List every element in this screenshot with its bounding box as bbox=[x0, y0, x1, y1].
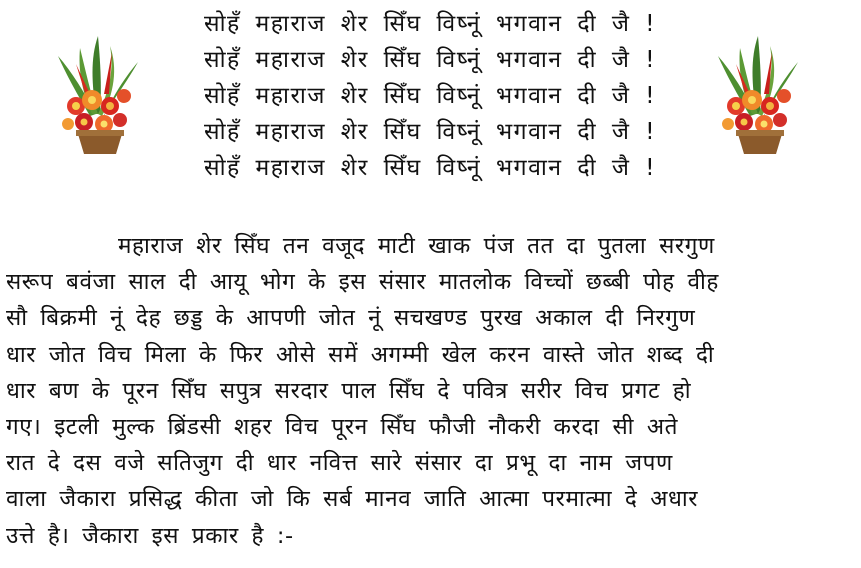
chant-line: सोहँ महाराज शेर सिँघ विष्नूं भगवान दी जै ! bbox=[204, 83, 656, 109]
paragraph-line: सौ बिक्रमी नूं देह छड्ड के आपणी जोत नूं सचखण्ड पुरख अकाल दी निरगुण bbox=[6, 305, 696, 332]
paragraph-line: रात दे दस वजे सतिजुग दी धार नवित्त सारे संसार दा प्रभू दा नाम जपण bbox=[6, 450, 673, 477]
flower-bouquet-icon bbox=[712, 34, 802, 159]
chant-line: सोहँ महाराज शेर सिँघ विष्नूं भगवान दी जै ! bbox=[204, 47, 656, 73]
chant-line: सोहँ महाराज शेर सिँघ विष्नूं भगवान दी जै ! bbox=[204, 155, 656, 181]
chant-block bbox=[150, 6, 710, 186]
paragraph-line: उत्ते है। जैकारा इस प्रकार है :- bbox=[6, 522, 294, 549]
paragraph-line: महाराज शेर सिँघ तन वजूद माटी खाक पंज तत दा पुतला सरगुण bbox=[118, 233, 715, 259]
body-paragraph bbox=[6, 228, 856, 554]
paragraph-line: गए। इटली मुल्क ब्रिंडसी शहर विच पूरन सिँघ फौजी नौकरी करदा सी अते bbox=[6, 413, 679, 440]
flower-bouquet-icon bbox=[52, 34, 142, 159]
paragraph-line: धार बण के पूरन सिँघ सपुत्र सरदार पाल सिँघ दे पवित्र सरीर विच प्रगट हो bbox=[6, 377, 692, 404]
paragraph-line: वाला जैकारा प्रसिद्ध कीता जो कि सर्ब मानव जाति आत्मा परमात्मा दे अधार bbox=[6, 486, 699, 513]
chant-line: सोहँ महाराज शेर सिँघ विष्नूं भगवान दी जै ! bbox=[204, 11, 656, 37]
chant-line: सोहँ महाराज शेर सिँघ विष्नूं भगवान दी जै ! bbox=[204, 119, 656, 145]
paragraph-line: धार जोत विच मिला के फिर ओसे समें अगम्मी खेल करन वास्ते जोत शब्द दी bbox=[6, 341, 715, 368]
paragraph-line: सरूप बवंजा साल दी आयू भोग के इस संसार मातलोक विच्चों छब्बी पोह वीह bbox=[6, 269, 719, 296]
